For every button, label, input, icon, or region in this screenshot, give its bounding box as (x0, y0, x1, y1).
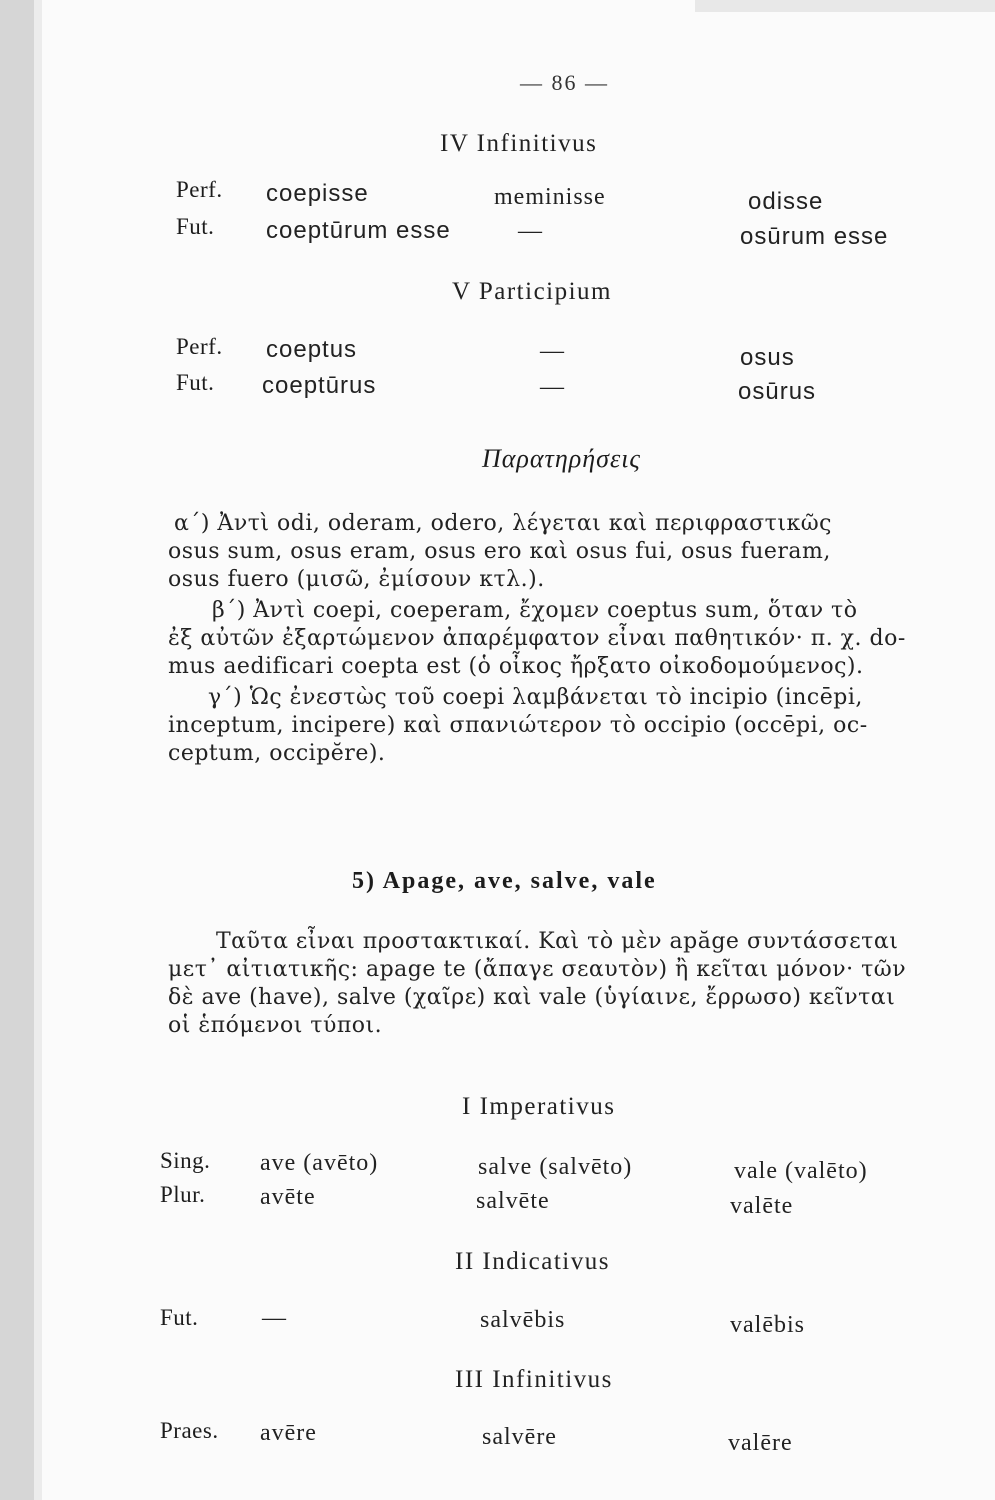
remarks-body (168, 510, 958, 768)
table-cell: salve (salvēto) (478, 1154, 633, 1180)
table-cell: valēte (730, 1193, 794, 1219)
section5-line: δὲ ave (have), salve (χαῖρε) καὶ vale (ὑγίαινε, ἔρρωσο) κεῖνται (168, 985, 896, 1010)
table-cell: — (262, 1305, 287, 1331)
row-label: Fut. (160, 1305, 199, 1330)
row-label: Praes. (160, 1418, 219, 1443)
row-label: Fut. (176, 370, 215, 395)
table-cell: coeptus (266, 336, 358, 363)
scan-left-edge (0, 0, 34, 1500)
scan-top-edge (695, 0, 995, 12)
table-cell: ave (avēto) (260, 1150, 379, 1176)
section5-line: μετ᾽ αἰτιατικῆς: apage te (ἄπαγε σεαυτὸν) ἢ κεῖται μόνον· τῶν (168, 957, 907, 982)
remarks-line: ceptum, occipĕre). (168, 741, 386, 766)
table-cell: coepisse (266, 180, 369, 207)
table-cell: osūrum esse (740, 223, 889, 250)
section5-title: 5) Apage, ave, salve, vale (352, 868, 657, 894)
table-cell: valēbis (730, 1312, 805, 1338)
remarks-line: β΄) Ἀντὶ coepi, coeperam, ἔχομεν coeptus sum, ὅταν τὸ (212, 598, 858, 623)
remarks-line: ἐξ αὐτῶν ἐξαρτώμενον ἀπαρέμφατον εἶναι παθητικόν· π. χ. do- (168, 626, 906, 651)
table-cell: salvēte (476, 1188, 550, 1214)
row-label: Sing. (160, 1148, 211, 1173)
table-cell: salvēre (482, 1424, 557, 1450)
table-cell: meminisse (494, 184, 606, 210)
table-cell: valēre (728, 1430, 793, 1456)
table-cell: — (540, 374, 565, 400)
table-cell: coeptūrum esse (266, 217, 451, 244)
table-cell: osus (740, 344, 795, 371)
table-cell: avēte (260, 1184, 316, 1210)
section5-line: οἱ ἑπόμενοι τύποι. (168, 1013, 383, 1038)
remarks-line: osus fuero (μισῶ, ἐμίσουν κτλ.). (168, 567, 545, 592)
remarks-title: Παρατηρήσεις (482, 444, 641, 473)
section-title-imperativus: I Imperativus (462, 1093, 616, 1120)
table-cell: vale (valēto) (734, 1158, 868, 1184)
page-number: — 86 — (520, 70, 609, 95)
table-cell: — (540, 338, 565, 364)
section-title-infinitivus-3: III Infinitivus (455, 1366, 613, 1393)
section-title-indicativus: II Indicativus (455, 1248, 610, 1275)
remarks-line: γ΄) Ὡς ἐνεστὼς τοῦ coepi λαμβάνεται τὸ incipio (incēpi, (208, 685, 863, 710)
section5-line: Ταῦτα εἶναι προστακτικαί. Καὶ τὸ μὲν apăge συντάσσεται (216, 929, 899, 954)
remarks-line: inceptum, incipere) καὶ σπανιώτερον τὸ occipio (occēpi, oc- (168, 713, 868, 738)
table-cell: coeptūrus (262, 372, 377, 399)
scan-left-shadow (34, 0, 42, 1500)
table-cell: — (518, 218, 543, 244)
remarks-line: osus sum, osus eram, osus ero καὶ osus fui, osus fueram, (168, 539, 831, 564)
row-label: Fut. (176, 214, 215, 239)
section5-body (168, 928, 958, 1040)
table-cell: osūrus (738, 378, 817, 405)
row-label: Perf. (176, 334, 223, 359)
table-cell: salvēbis (480, 1307, 566, 1333)
table-cell: odisse (748, 188, 824, 215)
section-title-infinitivus: IV Infinitivus (440, 130, 598, 157)
row-label: Plur. (160, 1182, 206, 1207)
remarks-line: α΄) Ἀντὶ odi, oderam, odero, λέγεται καὶ περιφραστικῶς (174, 511, 832, 536)
row-label: Perf. (176, 177, 223, 202)
table-cell: avēre (260, 1420, 317, 1446)
section-title-participium: V Participium (452, 278, 613, 305)
remarks-line: mus aedificari coepta est (ὁ οἶκος ἤρξατο οἰκοδομούμενος). (168, 654, 864, 679)
